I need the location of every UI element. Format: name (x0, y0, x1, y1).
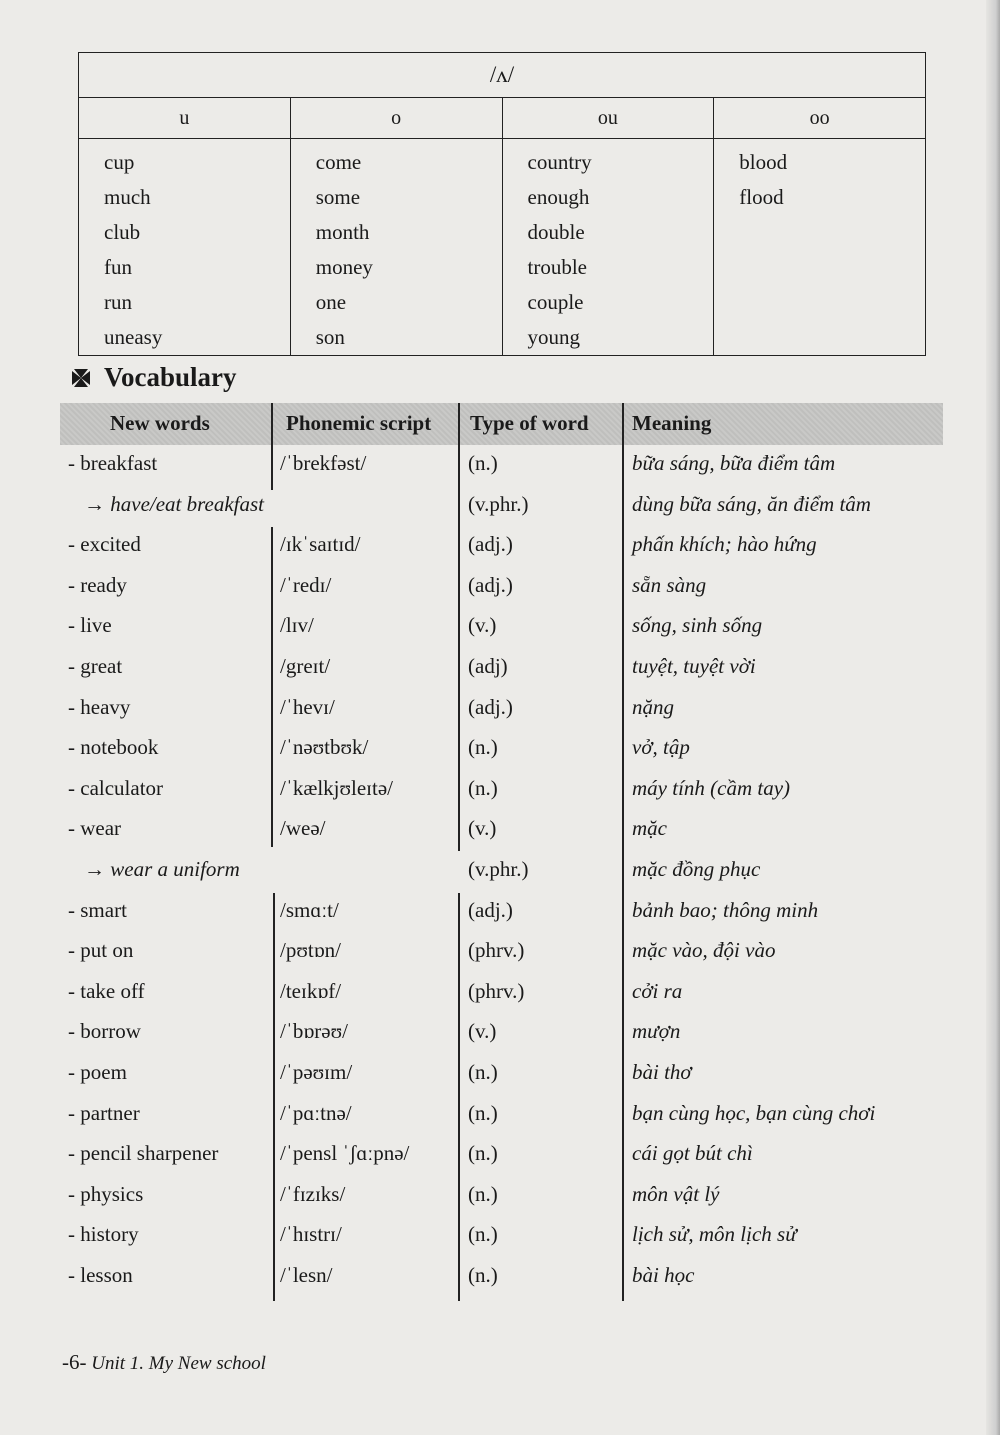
word-meaning: sẵn sàng (632, 572, 707, 597)
word-type: (n.) (468, 451, 498, 475)
word-meaning: bảnh bao; thông minh (632, 897, 819, 922)
column-divider (458, 403, 460, 851)
list-item: country (527, 150, 592, 174)
word-meaning: máy tính (cầm tay) (632, 775, 791, 800)
table-row (60, 1095, 943, 1136)
phonemic-script: /smɑːt/ (280, 897, 339, 922)
vocab-word: - borrow (68, 1019, 141, 1044)
word-meaning: lịch sử, môn lịch sử (632, 1222, 797, 1247)
list-item: one (315, 290, 347, 314)
vocab-word: - notebook (68, 735, 159, 760)
table-row (60, 648, 943, 689)
word-meaning: mặc (632, 816, 667, 841)
phonemic-script: /ˈkælkjʊleɪtə/ (280, 775, 394, 800)
unit-title: Unit 1. My New school (91, 1353, 266, 1374)
word-type: (v.) (468, 1019, 497, 1044)
list-item: come (315, 150, 362, 174)
phonemic-script: /ˈpəʊɪm/ (280, 1059, 353, 1084)
list-item: run (104, 290, 132, 314)
table-row (60, 810, 943, 851)
list-item: fun (104, 255, 132, 279)
word-type: (phrv.) (468, 978, 525, 1003)
table-row (60, 851, 943, 892)
vocab-word: - calculator (68, 775, 164, 800)
phonemic-script: /ˈnəʊtbʊk/ (280, 735, 369, 760)
vocab-word: - take off (68, 978, 145, 1003)
vocabulary-heading (70, 362, 237, 393)
table-row (60, 689, 943, 730)
list-item: some (315, 185, 361, 209)
phonemic-script: /ˈpɑːtnə/ (280, 1100, 352, 1125)
list-item: month (315, 220, 370, 244)
vocab-word: - history (68, 1222, 139, 1247)
table-row (60, 607, 943, 648)
vocabulary-heading-text: Vocabulary (104, 362, 237, 392)
word-meaning: cởi ra (632, 978, 683, 1003)
word-type: (n.) (468, 735, 498, 760)
list-item: double (527, 220, 585, 244)
vocab-word: - smart (68, 897, 127, 922)
list-item: son (315, 325, 345, 349)
table-row (60, 729, 943, 770)
column-header-u: u (79, 98, 291, 139)
word-type: (n.) (468, 1222, 498, 1247)
column-o-words (290, 139, 502, 356)
column-divider (271, 527, 273, 847)
vocab-word: - put on (68, 938, 134, 963)
table-row (60, 1257, 943, 1298)
word-meaning: bài thơ (632, 1059, 692, 1084)
table-row (60, 526, 943, 567)
vocab-word: - breakfast (68, 451, 158, 475)
word-meaning: tuyệt, tuyệt vời (632, 653, 756, 678)
word-type: (n.) (468, 1262, 498, 1287)
vocab-word: - great (68, 653, 123, 678)
word-type: (adj.) (468, 694, 513, 719)
phonemic-script: /ˈfɪzɪks/ (280, 1181, 346, 1206)
list-item: couple (527, 290, 584, 314)
word-type: (adj) (468, 653, 508, 678)
vocab-word: - partner (68, 1100, 140, 1125)
word-meaning: bữa sáng, bữa điểm tâm (632, 451, 836, 475)
table-row (60, 567, 943, 608)
list-item: flood (739, 185, 784, 209)
header-meaning: Meaning (632, 411, 712, 435)
word-meaning: dùng bữa sáng, ăn điểm tâm (632, 491, 871, 516)
vocab-word: - poem (68, 1059, 127, 1084)
vocab-word: - wear (68, 816, 122, 841)
table-row (60, 1176, 943, 1217)
sound-table (78, 52, 926, 356)
word-meaning: bài học (632, 1262, 695, 1287)
table-row (60, 892, 943, 933)
list-item: much (104, 185, 151, 209)
header-phonemic-script: Phonemic script (286, 411, 432, 435)
vocab-word: - pencil sharpener (68, 1141, 219, 1166)
word-meaning: phấn khích; hào hứng (632, 532, 817, 557)
word-meaning: mượn (632, 1019, 681, 1044)
vocab-word: - lesson (68, 1262, 133, 1287)
header-type-of-word: Type of word (470, 411, 589, 435)
table-row (60, 486, 943, 527)
maltese-cross-icon (70, 367, 92, 389)
word-meaning: môn vật lý (632, 1181, 720, 1206)
word-type: (n.) (468, 1141, 498, 1166)
word-type: (n.) (468, 775, 498, 800)
phonemic-script: /ˈhevɪ/ (280, 694, 335, 719)
word-meaning: nặng (632, 694, 674, 719)
word-type: (adj.) (468, 897, 513, 922)
phonemic-script: /ˈbrekfəst/ (280, 451, 367, 475)
vocabulary-rows (60, 445, 943, 1297)
page-edge-shadow (986, 0, 1000, 1435)
list-item: trouble (527, 255, 587, 279)
column-divider (622, 403, 624, 1301)
word-type: (adj.) (468, 572, 513, 597)
vocab-word: - heavy (68, 694, 131, 719)
list-item: uneasy (104, 325, 163, 349)
word-type: (v.phr.) (468, 856, 529, 881)
phonemic-script: /pʊtɒn/ (280, 938, 342, 963)
column-ou-words (502, 139, 714, 356)
column-divider (273, 893, 275, 1301)
phonemic-script: /ˈredɪ/ (280, 572, 332, 597)
table-row (60, 1013, 943, 1054)
phonemic-script: /greɪt/ (280, 653, 331, 678)
phonemic-script: /ɪkˈsaɪtɪd/ (280, 532, 361, 557)
phonemic-script: /ˈbɒrəʊ/ (280, 1019, 348, 1044)
phonemic-script: /ˈpensl ˈʃɑːpnə/ (280, 1141, 410, 1166)
word-meaning: bạn cùng học, bạn cùng chơi (632, 1100, 876, 1125)
page-number: -6- (62, 1350, 87, 1374)
vocab-word: → have/eat breakfast (84, 491, 265, 516)
list-item: cup (104, 150, 135, 174)
vocab-word: - ready (68, 572, 127, 597)
word-meaning: mặc vào, đội vào (632, 938, 776, 963)
word-type: (n.) (468, 1059, 498, 1084)
column-u-words (79, 139, 291, 356)
list-item: enough (527, 185, 590, 209)
vocab-word: - physics (68, 1181, 144, 1206)
list-item: club (104, 220, 141, 244)
table-row (60, 973, 943, 1014)
word-meaning: vở, tập (632, 735, 690, 760)
phonemic-script: /lɪv/ (280, 613, 314, 638)
word-type: (n.) (468, 1100, 498, 1125)
word-meaning: cái gọt bút chì (632, 1141, 753, 1166)
column-divider (458, 893, 460, 1301)
table-row (60, 1054, 943, 1095)
word-meaning: sống, sinh sống (632, 613, 763, 638)
table-row (60, 932, 943, 973)
page-footer (62, 1350, 266, 1375)
word-type: (adj.) (468, 532, 513, 557)
header-new-words: New words (110, 411, 210, 435)
table-row (60, 445, 943, 486)
vocab-word: → wear a uniform (84, 856, 240, 881)
vocabulary-table-header (60, 403, 943, 445)
vocabulary-table (60, 403, 943, 1297)
phonemic-script: /ˈlesn/ (280, 1262, 333, 1287)
table-row (60, 770, 943, 811)
word-type: (v.) (468, 613, 497, 638)
table-row (60, 1135, 943, 1176)
table-row (60, 1216, 943, 1257)
column-header-ou: ou (502, 98, 714, 139)
column-header-oo: oo (714, 98, 926, 139)
vocab-word: - excited (68, 532, 141, 557)
phonemic-script: /teɪkɒf/ (280, 978, 342, 1003)
word-meaning: mặc đồng phục (632, 856, 761, 881)
word-type: (v.) (468, 816, 497, 841)
word-type: (phrv.) (468, 938, 525, 963)
phonemic-script: /ˈhɪstrɪ/ (280, 1222, 342, 1247)
word-type: (v.phr.) (468, 491, 529, 516)
column-header-o: o (290, 98, 502, 139)
list-item: blood (739, 150, 788, 174)
column-divider (271, 403, 273, 490)
vocab-word: - live (68, 613, 112, 638)
sound-symbol: /ʌ/ (79, 53, 926, 98)
word-type: (n.) (468, 1181, 498, 1206)
list-item: money (315, 255, 373, 279)
phonemic-script: /weə/ (280, 816, 326, 841)
list-item: young (527, 325, 580, 349)
column-oo-words (714, 139, 926, 356)
